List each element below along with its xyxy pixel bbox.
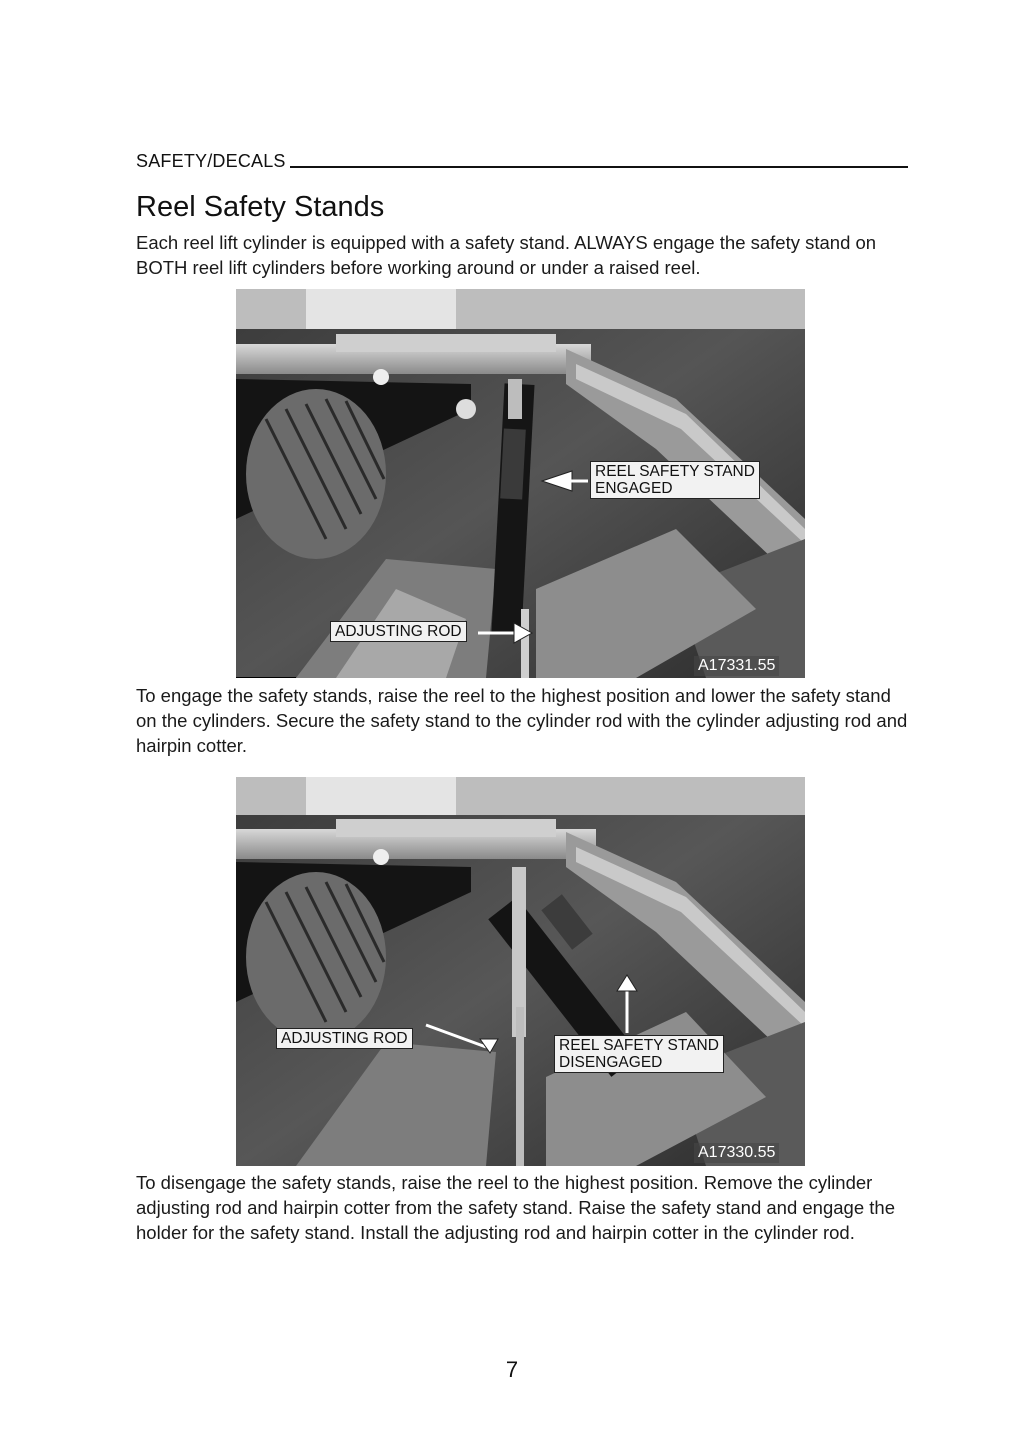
callout-adjusting-rod: ADJUSTING ROD — [276, 1028, 413, 1049]
engage-paragraph: To engage the safety stands, raise the reel to the highest position and lower the safety stand on the cylinders. Secure the safety stand to the cylinder rod with the cylinder adjusting rod and hairpin cotter. — [136, 685, 908, 756]
callout-stand-line2: DISENGAGED — [559, 1054, 663, 1071]
photo-stand-engaged — [236, 289, 805, 678]
section-label: SAFETY/DECALS — [136, 151, 286, 171]
callout-stand-disengaged — [554, 1035, 724, 1073]
page-title: Reel Safety Stands — [136, 191, 385, 223]
figure-id: A17330.55 — [694, 1143, 779, 1163]
callout-stand-line1: REEL SAFETY STAND — [559, 1037, 719, 1054]
disengage-paragraph: To disengage the safety stands, raise the reel to the highest position. Remove the cylinder adjusting rod and hairpin cotter from the safety stand. Raise the safety stand and engage the holder for the safety stand. Install the adjusting rod and hairpin cotter in the cylinder rod. — [136, 1172, 895, 1243]
figure-id: A17331.55 — [694, 656, 779, 676]
page-number: 7 — [505, 1357, 519, 1382]
header-rule — [290, 166, 908, 168]
intro-paragraph: Each reel lift cylinder is equipped with a safety stand. ALWAYS engage the safety stand on BOTH reel lift cylinders before working around or under a raised reel. — [136, 232, 877, 278]
callout-stand-line1: REEL SAFETY STAND — [595, 463, 755, 480]
callout-stand-engaged — [590, 461, 760, 499]
photo-disengaged-illustration — [236, 777, 805, 1166]
callout-stand-line2: ENGAGED — [595, 480, 673, 497]
callout-adjusting-rod: ADJUSTING ROD — [330, 621, 467, 642]
photo-stand-disengaged — [236, 777, 805, 1166]
section-header — [136, 145, 908, 171]
